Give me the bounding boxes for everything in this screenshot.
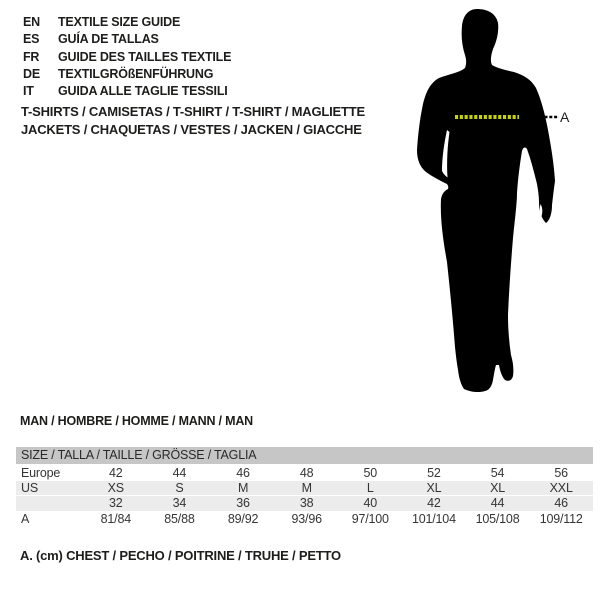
language-code: IT (23, 84, 34, 99)
table-cell: 42 (109, 466, 123, 480)
language-row-fr (23, 49, 231, 66)
category-tshirts: T-SHIRTS / CAMISETAS / T-SHIRT / T-SHIRT / MAGLIETTE (21, 104, 365, 119)
table-cell: 85/88 (164, 512, 195, 526)
row-label: A (21, 512, 30, 526)
thumb-gap (540, 204, 542, 217)
language-label: GUIDE DES TAILLES TEXTILE (58, 49, 232, 64)
language-code: EN (23, 15, 40, 29)
table-row-us-numbers (16, 496, 593, 511)
row-label: Europe (21, 466, 61, 480)
section-title-man: MAN / HOMBRE / HOMME / MANN / MAN (20, 414, 253, 428)
language-list (23, 14, 231, 100)
language-row-it (23, 83, 231, 100)
table-cell: M (301, 480, 312, 495)
garment-categories (21, 103, 365, 138)
table-header-label: SIZE / TALLA / TAILLE / GRÖSSE / TAGLIA (21, 448, 257, 462)
table-cell: 97/100 (351, 512, 389, 526)
table-cell: M (237, 480, 249, 495)
man-silhouette (417, 9, 555, 392)
table-cell: 52 (427, 466, 441, 480)
table-cell: 54 (490, 466, 505, 480)
language-row-es (23, 31, 231, 48)
table-cell: XL (426, 480, 442, 495)
table-cell: 42 (427, 496, 441, 510)
category-jackets: JACKETS / CHAQUETAS / VESTES / JACKEN / GIACCHE (21, 121, 362, 137)
table-row-us-letters (16, 481, 593, 496)
table-cell: 46 (554, 496, 568, 510)
language-label: TEXTILGRÖßENFÜHRUNG (58, 66, 214, 81)
table-cell: 36 (236, 496, 250, 510)
table-cell: S (175, 480, 184, 495)
chest-footnote: A. (cm) CHEST / PECHO / POITRINE / TRUHE / PETTO (20, 548, 341, 563)
language-row-de (23, 66, 231, 83)
table-cell: 48 (299, 466, 314, 480)
table-cell: 38 (299, 496, 314, 510)
language-code: FR (23, 49, 40, 64)
table-row-chest-a (16, 511, 593, 527)
table-cell: 101/104 (412, 512, 456, 526)
table-cell: 44 (172, 466, 187, 480)
table-cell: L (366, 480, 374, 495)
table-row-europe (16, 465, 593, 481)
table-cell: 40 (363, 496, 378, 510)
measure-label-a: A (560, 109, 570, 125)
language-label: GUÍA DE TALLAS (58, 32, 159, 47)
arm-body-gap (442, 130, 450, 178)
language-label: GUIDA ALLE TAGLIE TESSILI (58, 84, 228, 99)
table-cell: 50 (363, 466, 378, 480)
table-cell: 105/108 (475, 512, 520, 526)
language-code: DE (23, 66, 40, 81)
table-cell: 81/84 (100, 512, 131, 526)
table-cell: 32 (109, 496, 123, 510)
table-cell: 109/112 (539, 512, 583, 526)
table-cell: 44 (490, 496, 505, 510)
table-cell: 56 (554, 466, 568, 480)
table-cell: XL (490, 480, 505, 495)
language-code: ES (23, 32, 40, 47)
row-label: US (21, 480, 38, 495)
size-table (16, 447, 593, 527)
table-cell: 93/96 (291, 512, 322, 526)
table-cell: 46 (236, 466, 250, 480)
table-cell: 89/92 (227, 512, 259, 526)
language-label: TEXTILE SIZE GUIDE (58, 15, 181, 29)
language-row-en (23, 14, 231, 31)
table-cell: 34 (172, 496, 187, 510)
table-header-row (16, 447, 593, 464)
table-cell: XS (107, 480, 124, 495)
table-cell: XXL (549, 480, 573, 495)
